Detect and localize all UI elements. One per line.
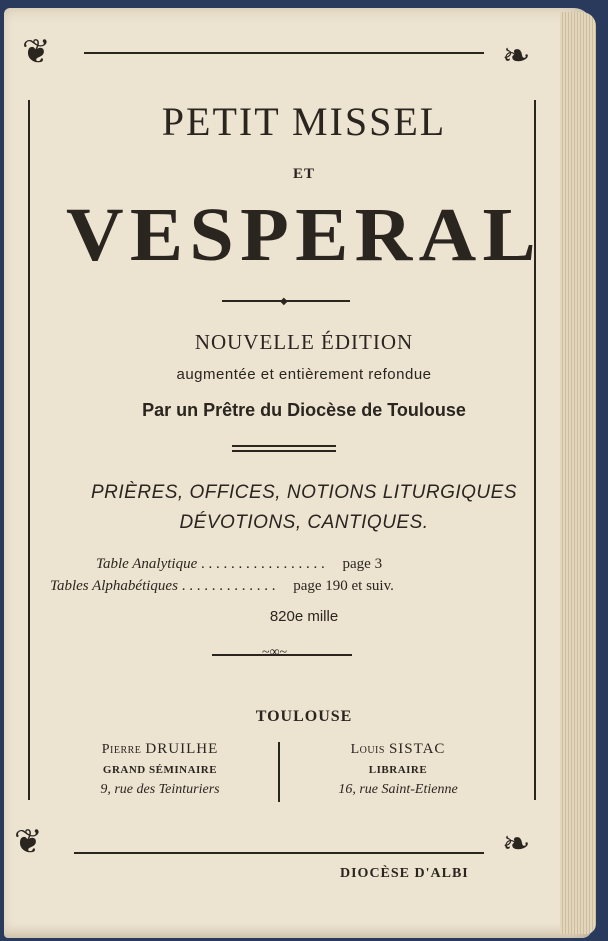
publisher-right (298, 740, 498, 798)
leader-dots: . . . . . . . . . . . . . (181, 578, 276, 594)
table-page: page 190 et suiv. (293, 578, 394, 594)
publisher-left (60, 740, 260, 798)
publisher-surname: SISTAC (388, 741, 446, 757)
contents-line-2: DÉVOTIONS, CANTIQUES. (179, 512, 429, 533)
title-et: ET (292, 166, 315, 182)
publisher-name (60, 740, 260, 758)
book-page (4, 8, 592, 938)
publisher-role: LIBRAIRE (368, 764, 428, 776)
corner-ornament-icon: ❧ (502, 826, 531, 863)
publisher-address: 16, rue Saint-Etienne (338, 782, 458, 797)
publisher-address: 9, rue des Teinturiers (100, 782, 220, 797)
edition-line: NOUVELLE ÉDITION (194, 330, 414, 354)
contents-line-1: PRIÈRES, OFFICES, NOTIONS LITURGIQUES (91, 482, 517, 503)
leader-dots: . . . . . . . . . . . . . . . . . (201, 556, 325, 572)
title-vesperal: VESPERAL (65, 193, 543, 277)
table-row-alphabetiques (50, 578, 394, 595)
author-line: Par un Prêtre du Diocèse de Toulouse (142, 400, 466, 420)
scroll-ornament-icon: ~∞~ (262, 645, 288, 660)
double-rule-top (232, 445, 336, 447)
printing-count: 820e mille (269, 608, 339, 625)
page-edges (560, 12, 596, 934)
double-rule-bottom (232, 450, 336, 452)
city-name: TOULOUSE (255, 708, 353, 725)
publisher-first-name: Louis (350, 742, 385, 757)
table-page: page 3 (342, 556, 383, 572)
table-label: Tables Alphabétiques (50, 578, 178, 594)
column-divider (278, 742, 280, 802)
diamond-ornament-icon: ◆ (280, 296, 288, 307)
corner-ornament-icon: ❦ (22, 34, 51, 71)
table-label: Table Analytique (96, 556, 198, 572)
edition-subtitle: augmentée et entièrement refondue (176, 366, 432, 383)
title-petit-missel: PETIT MISSEL (161, 99, 447, 144)
publisher-role: GRAND SÉMINAIRE (102, 764, 218, 776)
diocese-stamp: DIOCÈSE D'ALBI (340, 866, 469, 881)
corner-ornament-icon: ❧ (502, 38, 531, 75)
table-row-analytique (96, 556, 382, 573)
publisher-first-name: Pierre (101, 742, 142, 757)
frame-top (84, 52, 484, 54)
frame-bottom (74, 852, 484, 854)
publisher-surname: DRUILHE (145, 741, 219, 757)
corner-ornament-icon: ❦ (14, 824, 43, 861)
publisher-name (298, 740, 498, 758)
